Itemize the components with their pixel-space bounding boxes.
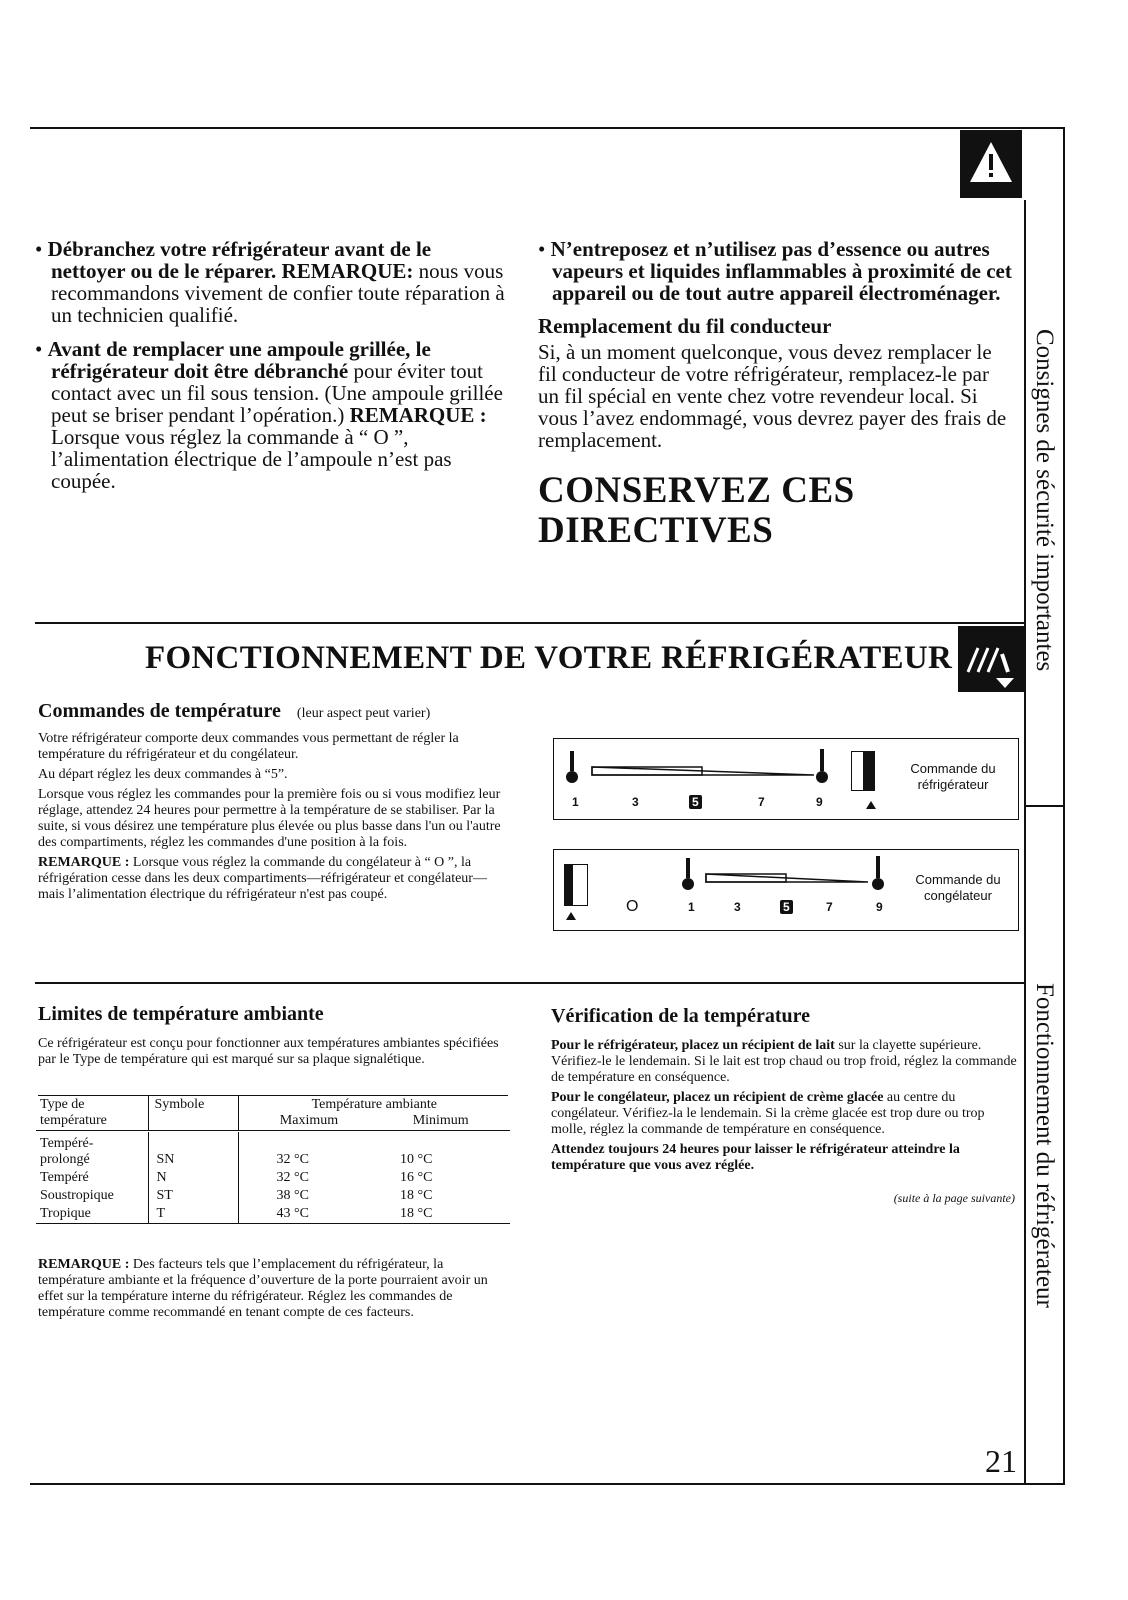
thermometer-icon-right <box>816 749 828 783</box>
table-row: Tempéré- prolongé SN 32 °C 10 °C <box>36 1132 510 1169</box>
th-type: Type de température <box>40 1097 107 1128</box>
ambient-note-bold: REMARQUE : <box>38 1257 130 1272</box>
ambient-note <box>38 1257 508 1325</box>
table-row: Soustropique ST 38 °C 18 °C <box>40 1188 433 1203</box>
freezer-num-5: 5 <box>780 900 793 914</box>
tab-safety-label: Consignes de sécurité importantes <box>1031 328 1058 672</box>
controls-heading: Commandes de température <box>38 700 281 722</box>
th-max: Maximum <box>279 1113 339 1128</box>
controls-p4-bold: REMARQUE : <box>38 855 130 870</box>
bottom-rule <box>30 1483 1065 1485</box>
freezer-control-label <box>904 872 1012 904</box>
bullet-bulb-bold2: REMARQUE : <box>344 403 487 427</box>
thermometer-icon <box>682 858 694 890</box>
cord-text: Si, à un moment quelconque, vous devez remplacer le fil conducteur de votre réfrigérateur, remplacez-le par un fil spécial en vente chez votre revendeur local. Si vous l’avez endommagé, vous devrez payer des frais de remplacement. <box>538 340 1007 452</box>
bullet-flammable: • N’entreposez et n’utilisez pas d’essence ou autres vapeurs et liquides inflammables à proximité de cet appareil ou de tout autre appareil électroménager. <box>538 237 1012 305</box>
freezer-num-7: 7 <box>826 900 833 914</box>
fridge-num-7: 7 <box>758 795 765 809</box>
controls-p2: Au départ réglez les deux commandes à “5”. <box>38 767 288 782</box>
table-row: Tempéré N 32 °C 16 °C <box>40 1170 433 1185</box>
freezer-pointer-icon <box>566 912 576 920</box>
freezer-num-1: 1 <box>688 900 695 914</box>
freezer-label-1: Commande du <box>915 872 1001 887</box>
bullet-bulb: • Avant de remplacer une ampoule grillée, le réfrigérateur doit être débranché pour éviter tout contact avec un fil sous tension. (Une ampoule grillée peut se briser pendant l’opération.) REMARQUE : Lorsque vous réglez la commande à “ O ”, l’alimentation électrique de l’ampoule n’est pas coupée. <box>35 337 503 493</box>
controls-section <box>38 700 508 907</box>
controls-p1: Votre réfrigérateur comporte deux commandes vous permettant de régler la température du réfrigérateur et du congélateur. <box>38 731 459 762</box>
bullet-bulb-bold: Avant de remplacer une ampoule grillée, le réfrigérateur doit être débranché <box>47 337 431 383</box>
fridge-num-9: 9 <box>816 795 823 809</box>
th-symbol: Symbole <box>148 1096 238 1131</box>
fridge-num-5: 5 <box>689 795 702 809</box>
bullet-bulb-text2: Lorsque vous réglez la commande à “ O ”, l’alimentation électrique de l’ampoule n’est pas coupée. <box>51 425 452 493</box>
tab-operation-label: Fonctionnement du réfrigérateur <box>1031 982 1058 1308</box>
thermometer-icon-right <box>872 856 884 890</box>
fridge-slider[interactable] <box>851 751 875 791</box>
fridge-scale <box>564 795 854 813</box>
top-rule <box>30 127 1065 129</box>
table-header-row <box>36 1096 510 1131</box>
ambient-table <box>36 1096 510 1225</box>
freezer-slider-fill <box>565 865 573 905</box>
save-directives-2: DIRECTIVES <box>538 510 774 551</box>
tab-safety <box>1024 200 1064 800</box>
fridge-dial-graphic <box>564 745 884 789</box>
freezer-slider[interactable] <box>564 864 588 906</box>
save-directives-1: CONSERVEZ CES <box>538 470 855 511</box>
bullet-bulb-text: pour éviter tout contact avec un fil sous tension. (Une ampoule grillée peut se briser pendant l’opération.) <box>51 359 503 427</box>
bullet-unplug-bold: Débranchez votre réfrigérateur avant de le nettoyer ou de le réparer. REMARQUE: <box>47 237 432 283</box>
bullet-unplug: • Débranchez votre réfrigérateur avant de le nettoyer ou de le réparer. REMARQUE: nous vous recommandons vivement de confier toute réparation à un technicien qualifié. <box>35 237 505 327</box>
freezer-off: O <box>626 898 639 915</box>
controls-p4-text: Lorsque vous réglez la commande du congélateur à “ O ”, la réfrigération cesse dans les deux compartiments—réfrigérateur et congélateur—mais l’alimentation électrique du réfrigérateur n'est pas coupé. <box>38 855 487 902</box>
fridge-pointer-icon <box>866 801 876 809</box>
ambient-section <box>38 1003 508 1072</box>
operation-icon <box>958 626 1024 692</box>
controls-heading-line <box>38 700 508 723</box>
fridge-control-panel <box>553 738 1019 820</box>
table-row: Tropique T 43 °C 18 °C <box>36 1205 510 1224</box>
controls-p4 <box>38 855 508 903</box>
verify-p1: Pour le réfrigérateur, placez un récipient de lait sur la clayette supérieure. Vérifiez-le le lendemain. Si le lait est trop chaud ou trop froid, réglez la commande de température en conséquence. <box>551 1038 1017 1085</box>
fridge-control-label <box>899 761 1007 793</box>
verify-section <box>551 1005 1021 1210</box>
fridge-num-1: 1 <box>572 795 579 809</box>
freezer-num-9: 9 <box>876 900 883 914</box>
section-title: FONCTIONNEMENT DE VOTRE RÉFRIGÉRATEUR <box>145 640 953 676</box>
fridge-num-3: 3 <box>632 795 639 809</box>
controls-p3: Lorsque vous réglez les commandes pour la première fois ou si vous modifiez leur réglage, attendez 24 heures pour permettre à la température de se stabiliser. Par la suite, si vous désirez une température plus élevée ou plus basse dans l'un ou l'autre des compartiments, réglez les commandes d'une position à la fois. <box>38 787 501 850</box>
freezer-scale <box>614 900 904 920</box>
controls-heading-note: (leur aspect peut varier) <box>296 706 431 721</box>
ambient-heading: Limites de température ambiante <box>38 1003 324 1025</box>
freezer-dial-graphic <box>678 852 898 896</box>
ambient-note-text: Des facteurs tels que l’emplacement du réfrigérateur, la température ambiante et la fréquence d’ouverture de la porte pourraient avoir un effet sur la température interne du réfrigérateur. Réglez les commandes de température comme recommandé en tenant compte de ces facteurs. <box>38 1257 488 1320</box>
bullet-flammable-bold: N’entreposez et n’utilisez pas d’essence ou autres vapeurs et liquides inflammables à proximité de cet appareil ou de tout autre appareil électroménager. <box>550 237 1012 305</box>
th-min: Minimum <box>412 1113 469 1128</box>
continued-note: (suite à la page suivante) <box>893 1191 1015 1205</box>
tab-divider <box>1024 805 1064 807</box>
verify-heading: Vérification de la température <box>551 1005 810 1027</box>
fridge-label-2: réfrigérateur <box>917 777 989 792</box>
verify-p3: Attendez toujours 24 heures pour laisser le réfrigérateur atteindre la température que vous avez réglée. <box>551 1142 960 1173</box>
fridge-slider-fill <box>863 752 874 790</box>
bullet-unplug-text: nous vous recommandons vivement de confier toute réparation à un technicien qualifié. <box>51 259 505 327</box>
warning-icon <box>960 130 1022 198</box>
tab-operation <box>1024 810 1064 1480</box>
cord-heading: Remplacement du fil conducteur <box>538 314 832 338</box>
freezer-label-2: congélateur <box>924 888 992 903</box>
ambient-intro: Ce réfrigérateur est conçu pour fonctionner aux températures ambiantes spécifiées par le Type de température qui est marqué sur sa plaque signalétique. <box>38 1036 499 1067</box>
safety-left-column <box>35 238 510 492</box>
safety-right-column <box>538 238 1013 551</box>
fridge-label-1: Commande du <box>910 761 996 776</box>
verify-p2: Pour le congélateur, placez un récipient de crème glacée au centre du congélateur. Vérifiez-la le lendemain. Si la crème glacée est trop dure ou trop molle, réglez la commande de température en conséquence. <box>551 1090 985 1137</box>
page-number: 21 <box>985 1443 1017 1479</box>
freezer-num-3: 3 <box>734 900 741 914</box>
freezer-control-panel <box>553 849 1019 931</box>
lower-rule <box>35 982 1025 984</box>
th-ambient: Température ambiante Maximum Minimum <box>238 1096 510 1131</box>
thermometer-icon <box>566 751 578 783</box>
section-rule <box>35 622 1025 624</box>
